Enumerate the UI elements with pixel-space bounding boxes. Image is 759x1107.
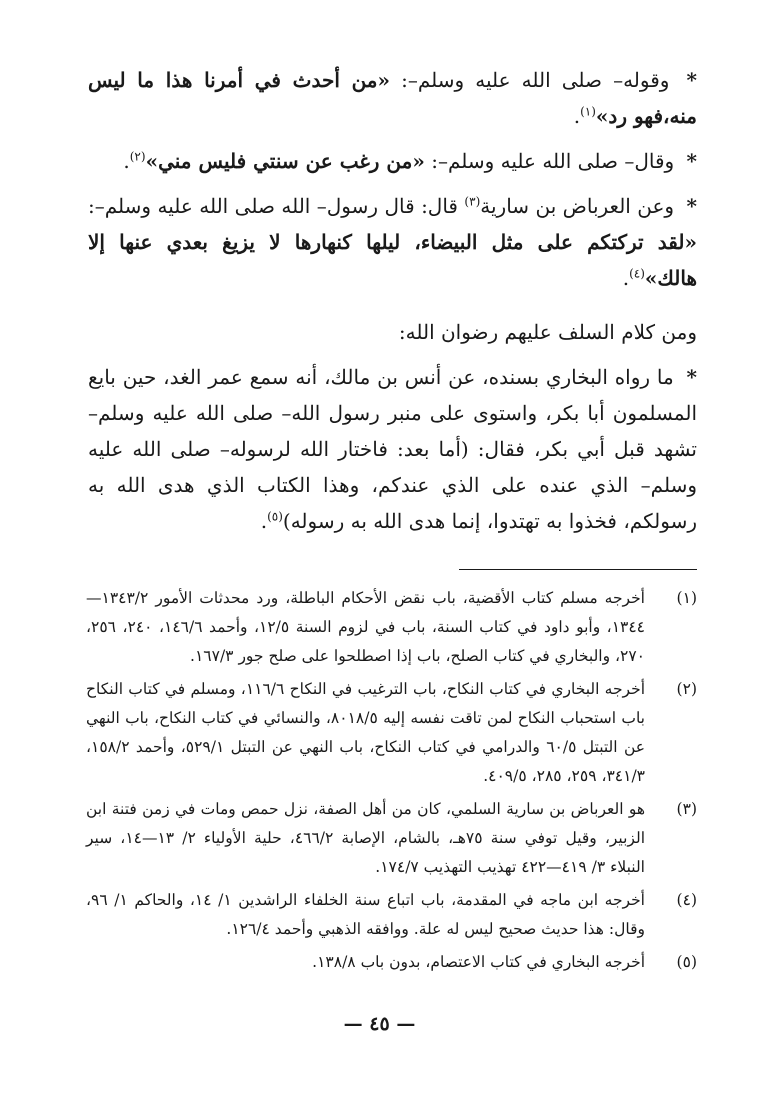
footnote-ref[interactable]: (٢): [129, 149, 146, 164]
bullet-star: *: [686, 68, 697, 92]
paragraph-intro: وقال– صلى الله عليه وسلم–:: [431, 149, 675, 173]
hadith-quote: «لقد تركتكم على مثل البيضاء، ليلها كنهارها لا يزيغ بعدي عنها إلا هالك»: [88, 230, 697, 290]
footnote-number: (١): [676, 589, 697, 607]
hadith-quote: «من أحدث في أمرنا هذا ما ليس منه،فهو رد»: [88, 68, 697, 128]
athar-text: ما رواه البخاري بسنده، عن أنس بن مالك، أنه سمع عمر الغد، حين بايع المسلمون أبا بكر، واستوى على منبر رسول الله– صلى الله عليه وسلم– تشهد قبل أبي بكر، فقال: (أما بعد: فاختار الله لرسوله– صلى الله عليه وسلم– الذي عنده على الذي عندكم، وهذا الكتاب الذي هدى الله به رسولكم، فخذوا به تهتدوا، إنما هدى الله به رسوله): [88, 365, 697, 533]
sentence-end: .: [622, 266, 630, 290]
paragraph-intro-continued: قال: قال رسول– الله صلى الله عليه وسلم–:: [88, 194, 458, 218]
footnote-number: (٤): [676, 891, 697, 909]
hadith-quote: «من رغب عن سنتي فليس مني»: [145, 149, 425, 173]
paragraph-athar: [88, 359, 697, 539]
footnote-ref[interactable]: (٥): [267, 509, 283, 524]
footnote-item: [86, 584, 697, 671]
bullet-star: *: [686, 365, 698, 389]
paragraph-intro: وعن العرباض بن سارية: [480, 194, 675, 218]
sentence-end: .: [123, 149, 130, 173]
footnote-divider: [459, 569, 697, 570]
bullet-star: *: [686, 194, 697, 218]
footnote-item: [86, 948, 697, 977]
footnote-item: [86, 886, 697, 944]
paragraph-hadith-2: [88, 143, 697, 179]
footnote-text: أخرجه ابن ماجه في المقدمة، باب اتباع سنة الخلفاء الراشدين ١/ ١٤، والحاكم ١/ ٩٦، وقال: هذا حديث صحيح ليس له علة. ووافقه الذهبي وأحمد ١٢٦/٤.: [86, 891, 645, 938]
sentence-end: .: [573, 104, 581, 128]
footnote-item: [86, 675, 697, 791]
footnote-item: [86, 795, 697, 882]
footnote-text: هو العرباض بن سارية السلمي، كان من أهل الصفة، نزل حمص ومات في زمن فتنة ابن الزبير، وقيل توفي سنة ٧٥هـ، بالشام، الإصابة ٤٦٦/٢، حلية الأولياء ٢/ ١٣—١٤، سير النبلاء ٣/ ٤١٩—٤٢٢ تهذيب التهذيب ١٧٤/٧.: [86, 800, 645, 876]
footnote-text: أخرجه البخاري في كتاب النكاح، باب الترغيب في النكاح ١١٦/٦، ومسلم في كتاب النكاح باب استحباب النكاح لمن تاقت نفسه إليه ٨٠١٨/٥، والنسائي في كتاب النكاح، باب النهي عن التبتل ٦٠/٥ والدرامي في كتاب النكاح، باب النهي عن التبتل ٥٢٩/١، وأحمد ١٥٨/٢، ٣٤١/٣، ٢٥٩، ٢٨٥، ٤٠٩/٥.: [86, 680, 646, 785]
section-heading: ومن كلام السلف عليهم رضوان الله:: [398, 320, 697, 344]
footnotes: [86, 584, 697, 981]
footnote-text: أخرجه البخاري في كتاب الاعتصام، بدون باب ١٣٨/٨.: [312, 953, 645, 971]
paragraph-hadith-3: [88, 188, 697, 296]
footnote-number: (٣): [676, 800, 697, 818]
bullet-star: *: [686, 149, 697, 173]
paragraph-hadith-1: [88, 62, 697, 134]
footnote-number: (٥): [676, 953, 697, 971]
footnote-ref[interactable]: (٣): [464, 194, 481, 209]
main-text: [88, 62, 697, 548]
footnote-text: أخرجه مسلم كتاب الأقضية، باب نقض الأحكام الباطلة، ورد محدثات الأمور ١٣٤٣/٢—١٣٤٤، وأبو داود في كتاب السنة، باب في لزوم السنة ١٢/٥، وأحمد ١٤٦/٦، ٢٤٠، ٢٥٦، ٢٧٠، والبخاري في كتاب الصلح، باب إذا اصطلحوا على صلح جور ١٦٧/٣.: [86, 589, 646, 665]
sentence-end: .: [260, 509, 268, 533]
footnote-ref[interactable]: (٤): [629, 266, 645, 281]
footnote-number: (٢): [676, 680, 697, 698]
paragraph-intro: وقوله– صلى الله عليه وسلم–:: [401, 68, 670, 92]
page-number: — ٤٥ —: [343, 1013, 416, 1035]
footnote-ref[interactable]: (١): [580, 104, 596, 119]
